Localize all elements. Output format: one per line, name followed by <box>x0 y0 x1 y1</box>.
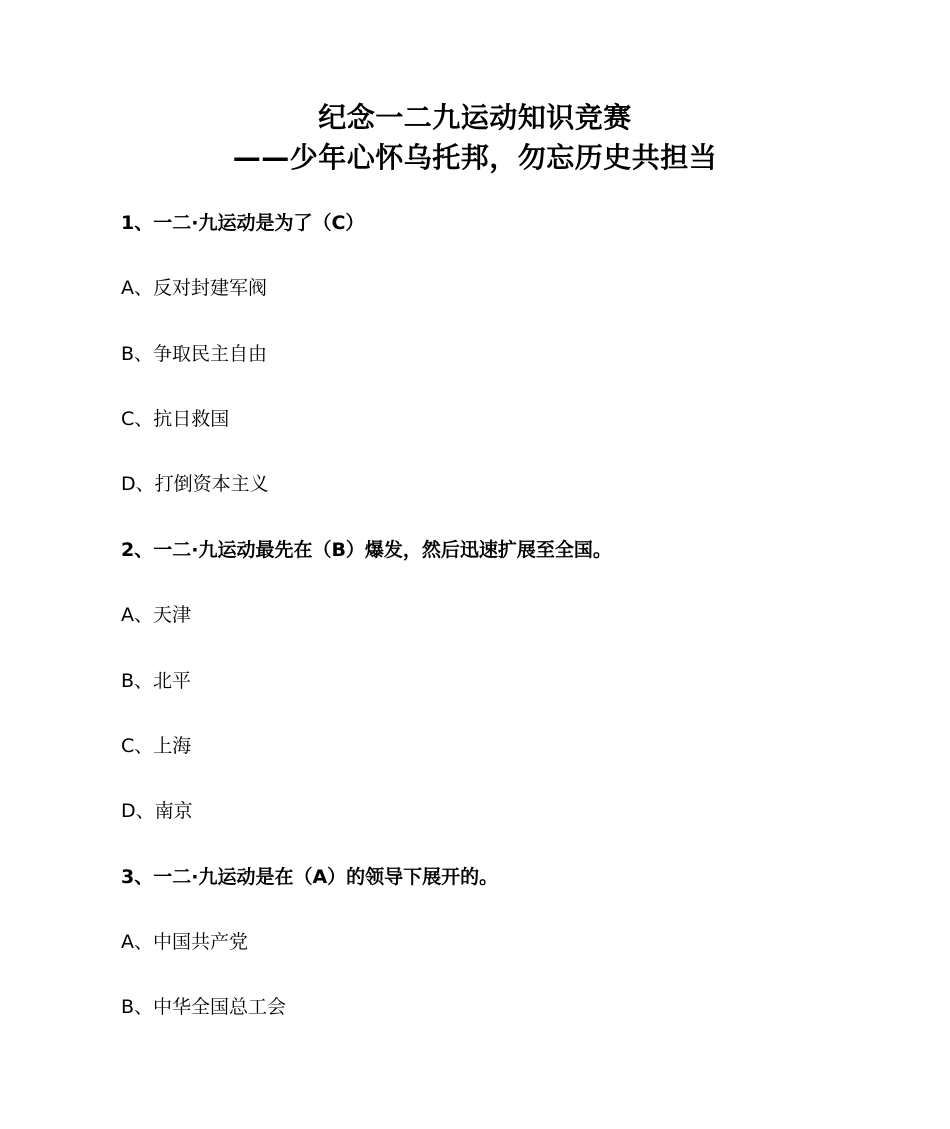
question-3-stem: 3、一二·九运动是在（A）的领导下展开的。 <box>121 866 499 888</box>
question-2-option-d: D、南京 <box>121 800 193 822</box>
question-1-option-d: D、打倒资本主义 <box>121 473 269 495</box>
question-2-option-c: C、上海 <box>121 735 192 757</box>
question-2-stem: 2、一二·九运动最先在（B）爆发，然后迅速扩展至全国。 <box>121 539 612 561</box>
question-1-option-a: A、反对封建军阀 <box>121 277 267 299</box>
question-1-stem: 1、一二·九运动是为了（C） <box>121 212 365 234</box>
question-3-option-b: B、中华全国总工会 <box>121 996 287 1018</box>
question-2-option-b: B、北平 <box>121 670 192 692</box>
question-3-option-a: A、中国共产党 <box>121 931 248 953</box>
question-1-option-b: B、争取民主自由 <box>121 343 268 365</box>
question-2-option-a: A、天津 <box>121 604 191 626</box>
document-subtitle: ——少年心怀乌托邦，勿忘历史共担当 <box>232 141 718 174</box>
document-title: 纪念一二九运动知识竞赛 <box>318 101 632 134</box>
question-1-option-c: C、抗日救国 <box>121 408 230 430</box>
